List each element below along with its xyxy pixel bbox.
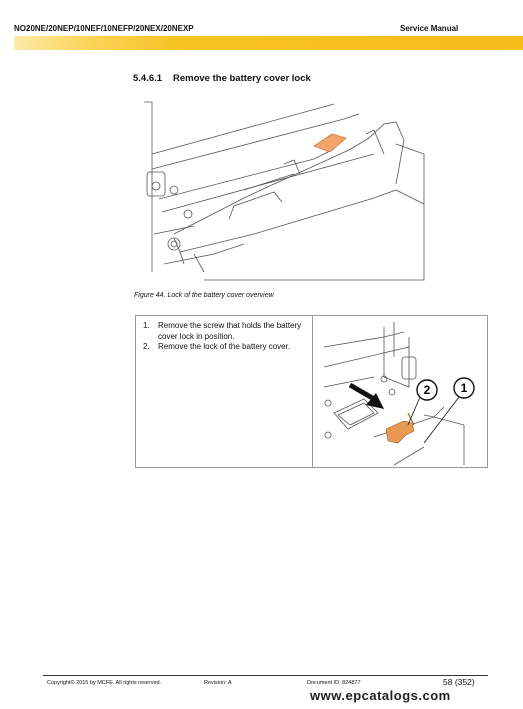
lock-removal-figure [314,317,487,467]
document-id: Document ID: 824877 [307,680,361,686]
steps-list [143,321,303,353]
callout-2-label: 2 [423,383,431,397]
lock-part [386,421,414,443]
instruction-table [135,315,488,468]
section-number: 5.4.6.1 [133,73,163,84]
callout-1-label: 1 [460,381,468,395]
revision-text: Revision: A [204,680,232,686]
arrow-shaft [350,385,374,399]
step-text: Remove the screw that holds the battery cover lock in position. [158,321,302,341]
watermark-text: www.epcatalogs.com [310,688,451,703]
manual-title: Service Manual [400,24,459,33]
section-title [133,73,311,84]
callout-2-icon [408,380,437,425]
step-number: 2. [143,342,150,352]
header-bar [14,36,523,50]
footer-divider [43,675,488,676]
cover-lock-highlight [314,134,346,152]
table-divider [312,316,313,467]
step-text: Remove the lock of the battery cover. [158,342,291,352]
figure-caption: Figure 44. Lock of the battery cover overview [134,292,274,299]
section-heading: Remove the battery cover lock [173,73,311,84]
step-number: 1. [143,321,150,330]
page-header [0,0,523,52]
copyright-text: Copyright© 2015 by MCFE. All rights reserved. [47,680,162,686]
step-item [143,342,303,353]
step-item [143,321,303,342]
model-title: NO20NE/20NEP/10NEF/10NEFP/20NEX/20NEXP [14,24,194,33]
page-number: 58 (352) [443,677,475,687]
battery-cover-overview-figure [134,94,431,284]
